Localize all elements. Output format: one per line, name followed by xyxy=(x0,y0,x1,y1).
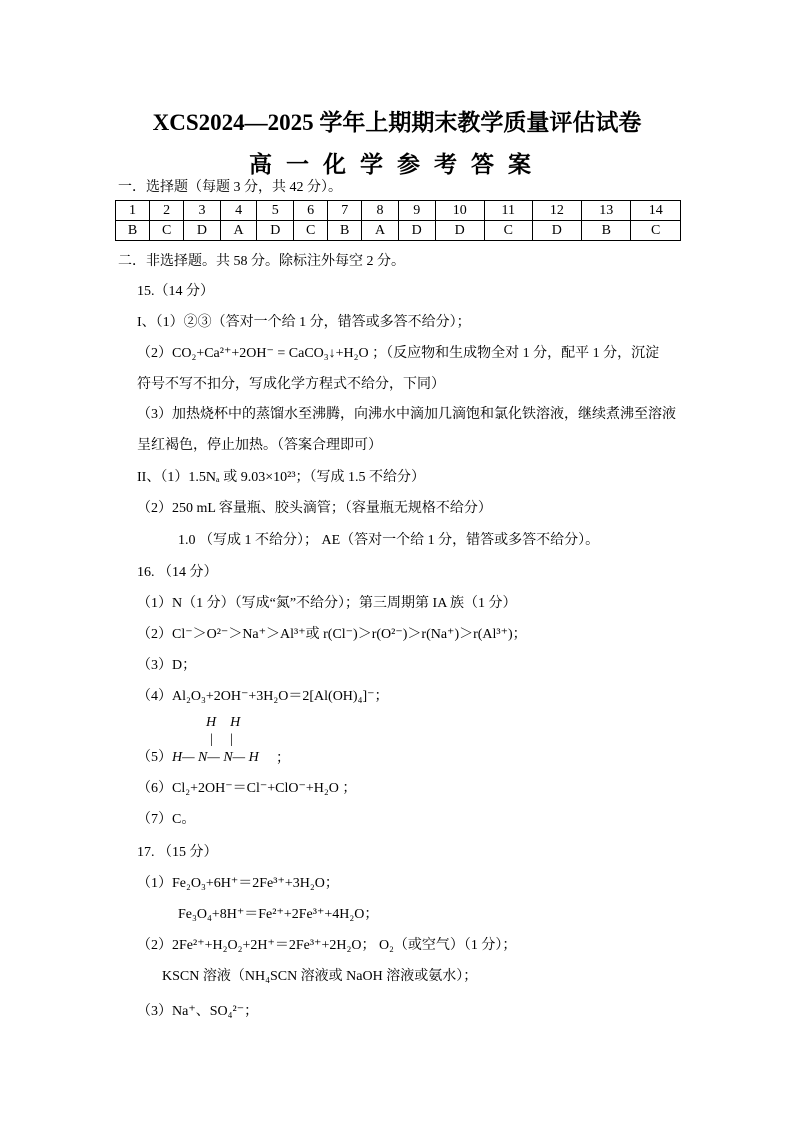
answer-line: （1）Fe₂O₃+6H⁺＝2Fe³⁺+3H₂O； xyxy=(137,876,339,891)
answer-cell: B xyxy=(328,221,362,241)
answer-cell: A xyxy=(362,221,399,241)
answer-line: （7）C。 xyxy=(137,812,196,827)
question-number-cell: 14 xyxy=(631,201,681,221)
answer-cell: C xyxy=(631,221,681,241)
answer-cell: C xyxy=(150,221,184,241)
answer-line: （3）加热烧杯中的蒸馏水至沸腾，向沸水中滴加几滴饱和氯化铁溶液，继续煮沸至溶液 xyxy=(137,407,676,422)
question-number-cell: 12 xyxy=(532,201,581,221)
answer-cell: A xyxy=(220,221,257,241)
answer-cell: C xyxy=(484,221,532,241)
answer-line: （3）Na⁺、SO₄²⁻； xyxy=(137,1004,259,1019)
question-number-cell: 1 xyxy=(116,201,150,221)
answer-line: （2）CO₂+Ca²⁺+2OH⁻ = CaCO₃↓+H₂O ；（反应物和生成物全对 1 分，配平 1 分，沉淀 xyxy=(137,346,660,361)
answer-cell: D xyxy=(435,221,484,241)
q15-heading: 15.（14 分） xyxy=(137,284,214,299)
question-number-cell: 10 xyxy=(435,201,484,221)
answer-line: （2）2Fe²⁺+H₂O₂+2H⁺＝2Fe³⁺+2H₂O； O₂（或空气）（1 分）； xyxy=(137,938,517,953)
answer-line: 符号不写不扣分，写成化学方程式不给分，下同） xyxy=(137,377,445,392)
answer-cell: D xyxy=(398,221,435,241)
answer-line: （4）Al₂O₃+2OH⁻+3H₂O＝2[Al(OH)₄]⁻； xyxy=(137,689,389,704)
question-number-cell: 4 xyxy=(220,201,257,221)
answer-cell: D xyxy=(532,221,581,241)
question-number-cell: 11 xyxy=(484,201,532,221)
answer-cell: B xyxy=(116,221,150,241)
answer-line: II、（1）1.5Nₐ 或 9.03×10²³；（写成 1.5 不给分） xyxy=(137,470,426,485)
answer-line: （1）N（1 分）（写成“氮”不给分）；第三周期第 IA 族（1 分） xyxy=(137,596,517,611)
question-number-cell: 6 xyxy=(294,201,328,221)
answer-cell: C xyxy=(294,221,328,241)
answer-line: （3）D； xyxy=(137,658,197,673)
answer-line: （2）Cl⁻＞O²⁻＞Na⁺＞Al³⁺或 r(Cl⁻)＞r(O²⁻)＞r(Na⁺)＞r(Al³⁺)； xyxy=(137,627,527,642)
answer-line: I、（1）②③（答对一个给 1 分，错答或多答不给分）； xyxy=(137,315,471,330)
hydrazine-bonds: | | xyxy=(210,732,234,747)
answer-row xyxy=(116,221,681,241)
answer-cell: D xyxy=(184,221,221,241)
answer-line: KSCN 溶液（NH₄SCN 溶液或 NaOH 溶液或氨水）； xyxy=(162,969,478,984)
question-number-cell: 5 xyxy=(257,201,294,221)
question-number-cell: 9 xyxy=(398,201,435,221)
section-1-heading: 一．选择题（每题 3 分，共 42 分）。 xyxy=(118,180,342,195)
answer-cell: D xyxy=(257,221,294,241)
answer-line: （2）250 mL 容量瓶、胶头滴管；（容量瓶无规格不给分） xyxy=(137,501,492,516)
q16-heading: 16. （14 分） xyxy=(137,565,218,580)
q17-heading: 17. （15 分） xyxy=(137,845,218,860)
answer-line: 1.0 （写成 1 不给分）； AE（答对一个给 1 分，错答或多答不给分）。 xyxy=(178,533,600,548)
hydrazine-top-h: H H xyxy=(206,715,241,730)
answer-table xyxy=(115,200,681,241)
section-2-heading: 二．非选择题。共 58 分。除标注外每空 2 分。 xyxy=(118,254,405,269)
answer-line: （5） xyxy=(137,750,172,765)
answer-line: Fe₃O₄+8H⁺＝Fe²⁺+2Fe³⁺+4H₂O； xyxy=(178,907,379,922)
question-number-cell: 8 xyxy=(362,201,399,221)
answer-cell: B xyxy=(582,221,631,241)
document-title: XCS2024—2025 学年上期期末教学质量评估试卷 xyxy=(152,110,642,135)
answer-line: 呈红褐色，停止加热。（答案合理即可） xyxy=(137,438,382,453)
question-number-cell: 7 xyxy=(328,201,362,221)
question-number-cell: 2 xyxy=(150,201,184,221)
answer-line: （6）Cl₂+2OH⁻＝Cl⁻+ClO⁻+H₂O ； xyxy=(137,781,357,796)
hydrazine-end: ； xyxy=(276,751,290,766)
question-number-cell: 3 xyxy=(184,201,221,221)
hydrazine-structure: H— N— N— H xyxy=(172,750,259,765)
document-subtitle: 高一化学参考答案 xyxy=(249,152,545,177)
question-number-cell: 13 xyxy=(582,201,631,221)
question-number-row xyxy=(116,201,681,221)
